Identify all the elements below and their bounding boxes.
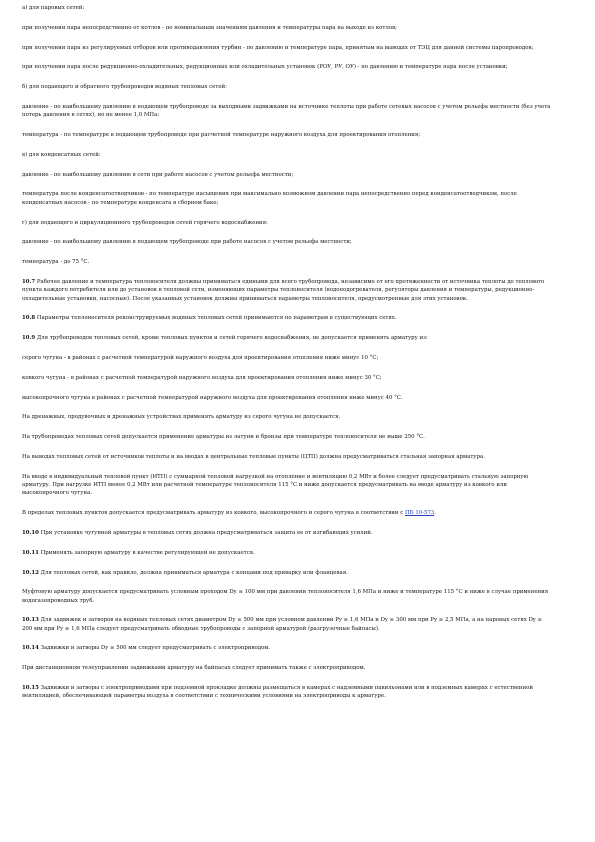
paragraph-text: При установке чугунной арматуры в тепловых сетях должна предусматриваться защита ее от изгибающих усилий. bbox=[38, 529, 373, 536]
paragraph-p07 bbox=[22, 131, 551, 139]
paragraph-p28 bbox=[22, 588, 551, 605]
paragraph-p24 bbox=[22, 509, 551, 517]
clause-number: 10.11 bbox=[22, 549, 39, 556]
paragraph-p13 bbox=[22, 258, 551, 266]
paragraph-text: Задвижки и затворы с электроприводами при подземной прокладке должны размещаться в камерах с надземными павильонами или в подземных камерах с естественной вентиляцией, обеспечивающей параметры воздуха в соответствии с техническими условиями на электроприводы к арматуре. bbox=[22, 685, 533, 700]
paragraph-text: В пределах тепловых пунктов допускается предусматривать арматуру из ковкого, высокопрочного и серого чугуна в соответствии с bbox=[22, 510, 405, 517]
paragraph-text: На выводах тепловых сетей от источников теплоты и на вводах в центральные тепловые пункты (ЦТП) должна предусматриваться стальная запорная арматура. bbox=[22, 453, 485, 460]
paragraph-p05 bbox=[22, 83, 551, 91]
paragraph-p17 bbox=[22, 354, 551, 362]
paragraph-p03 bbox=[22, 44, 551, 52]
paragraph-text: б) для подающего и обратного трубопроводов водяных тепловых сетей: bbox=[22, 84, 227, 91]
paragraph-text: высокопрочного чугуна в районах с расчетной температурой наружного воздуха для проектирования отопления ниже минус 40 °С. bbox=[22, 394, 403, 401]
paragraph-text: при получении пара из регулируемых отборов или противодавления турбин - по давлению и температуре пара, принятым на выводах от ТЭЦ для данной системы паропроводов; bbox=[22, 44, 534, 51]
paragraph-text: при получении пара после редукционно-охладительных, редукционных или охладительных установок (РОУ, РУ, ОУ) - по давлению и температуре пара после установки; bbox=[22, 64, 508, 71]
clause-number: 10.12 bbox=[22, 569, 39, 576]
paragraph-text-end: . bbox=[434, 510, 437, 517]
paragraph-p21 bbox=[22, 433, 551, 441]
clause-number: 10.10 bbox=[22, 529, 39, 536]
paragraph-text: давление - по наибольшему давлению в подающем трубопроводе при работе насосов с учетом рельефа местности; bbox=[22, 239, 352, 246]
paragraph-clause-10-10 bbox=[22, 529, 551, 537]
paragraph-p12 bbox=[22, 238, 551, 246]
paragraph-text: На трубопроводах тепловых сетей допускается применение арматуры из латуни и бронзы при температуре теплоносителя не выше 250 °С. bbox=[22, 434, 425, 441]
paragraph-p23 bbox=[22, 473, 551, 498]
paragraph-text: температура после конденсатоотводчиков - по температуре насыщения при максимально возможном давлении пара непосредственно перед конденсатоотводчиком, после конденсатных насосов - по температуре конденсата в сборном баке; bbox=[22, 191, 517, 206]
reference-link[interactable]: ПБ 10-573 bbox=[404, 510, 435, 517]
paragraph-p31 bbox=[22, 664, 551, 672]
paragraph-text: температура - до 75 °С. bbox=[22, 259, 90, 266]
paragraph-text: ковкого чугуна - в районах с расчетной температурой наружного воздуха для проектирования отопления ниже минус 30 °С; bbox=[22, 374, 382, 381]
paragraph-p04 bbox=[22, 63, 551, 71]
paragraph-p02 bbox=[22, 24, 551, 32]
paragraph-text: давление - по наибольшему давлению в сети при работе насосов с учетом рельефа местности; bbox=[22, 171, 294, 178]
paragraph-clause-10-12 bbox=[22, 569, 551, 577]
paragraph-p01 bbox=[22, 4, 551, 12]
paragraph-p09 bbox=[22, 171, 551, 179]
paragraph-text: Параметры теплоносителя реконструируемых водяных тепловых сетей принимаются по параметрам в существующих сетях. bbox=[35, 315, 397, 322]
paragraph-text: температура - по температуре в подающем трубопроводе при расчетной температуре наружного воздуха для проектирования отопления; bbox=[22, 132, 421, 139]
paragraph-text: г) для подающего и циркуляционного трубопроводов сетей горячего водоснабжения: bbox=[22, 219, 268, 226]
clause-number: 10.14 bbox=[22, 645, 39, 652]
paragraph-text: давление - по наибольшему давлению в подающем трубопроводе за выходными задвижками на источнике теплоты при работе сетевых насосов с учетом рельефа местности (без учета потерь давления в сетях), но не менее 1,0 МПа; bbox=[22, 103, 551, 119]
paragraph-text: Для тепловых сетей, как правило, должна приниматься арматура с концами под приварку или фланцевая. bbox=[38, 569, 348, 576]
paragraph-text: а) для паровых сетей: bbox=[22, 5, 85, 11]
paragraph-text: в) для конденсатных сетей: bbox=[22, 151, 101, 158]
paragraph-clause-10-11 bbox=[22, 549, 551, 557]
paragraph-text: Задвижки и затворы Dy ≥ 500 мм следует предусматривать с электроприводом. bbox=[38, 645, 271, 652]
paragraph-text: серого чугуна - в районах с расчетной температурой наружного воздуха для проектирования отопления ниже минус 10 °С; bbox=[22, 354, 379, 361]
paragraph-p06 bbox=[22, 103, 551, 120]
clause-number: 10.8 bbox=[22, 315, 36, 322]
paragraph-text: При дистанционном телеуправлении задвижками арматуру на байпасах следует принимать также с электроприводом. bbox=[22, 665, 366, 672]
paragraph-text: Рабочее давление и температура теплоносителя должны приниматься едиными для всего трубопровода, независимо от его протяженности от источника теплоты до теплового пункта каждого потребителя или до установок в тепловой сети, изменяющих параметры теплоносителя (водоподогревателя, регуляторы давления и температуры, редукционно-охладительные установки, насосные). После указанных установок должны приниматься параметры теплоносителя, предусмотренные для этих установок. bbox=[22, 278, 545, 302]
paragraph-p10 bbox=[22, 190, 551, 207]
paragraph-p08 bbox=[22, 151, 551, 159]
paragraph-p11 bbox=[22, 219, 551, 227]
clause-number: 10.15 bbox=[22, 685, 39, 692]
clause-number: 10.9 bbox=[22, 335, 36, 342]
clause-number: 10.13 bbox=[22, 617, 39, 624]
paragraph-p20 bbox=[22, 413, 551, 421]
paragraph-text: На дренажных, продувочных и дренажных устройствах применять арматуру из серого чугуна не допускается. bbox=[22, 414, 341, 421]
paragraph-p18 bbox=[22, 374, 551, 382]
paragraph-clause-10-13 bbox=[22, 616, 551, 633]
paragraph-text: Применять запорную арматуру в качестве регулирующей не допускается. bbox=[38, 549, 255, 556]
paragraph-clause-10-7 bbox=[22, 278, 551, 303]
paragraph-clause-10-15 bbox=[22, 684, 551, 701]
paragraph-clause-10-8 bbox=[22, 314, 551, 322]
paragraph-clause-10-14 bbox=[22, 644, 551, 652]
paragraph-clause-10-9 bbox=[22, 334, 551, 342]
paragraph-text: Муфтовую арматуру допускается предусматривать условным проходом Dy ≤ 100 мм при давлении теплоносителя 1,6 МПа и ниже и температуре 115 °С и ниже в случае применения водогазопроводных труб. bbox=[22, 589, 549, 604]
paragraph-text: Для задвижек и затворов на водяных тепловых сетях диаметром Dy ≥ 500 мм при условном давлении Py ≥ 1,6 МПа и Dy ≥ 300 мм при Py ≥ 2,5 МПа, а на паровых сетях Dy ≥ 200 мм при Py ≥ 1,6 МПа следует предусматривать обводные трубопроводы с запорной арматурой (разгрузочные байпасы). bbox=[22, 617, 543, 632]
paragraph-text: На вводе в индивидуальный тепловой пункт (ИТП) с суммарной тепловой нагрузкой на отопление и вентиляцию 0,2 МВт и более следует предусматривать стальную запорную арматуру. При нагрузке ИТП менее 0,2 МВт или расчетной температуре теплоносителя 115 °С и ниже допускается предусматривать на вводе арматуру из ковкого или высокопрочного чугуна. bbox=[22, 473, 529, 497]
paragraph-text: при получении пара непосредственно от котлов - по номинальным значениям давления и температуры пара на выходе из котлов; bbox=[22, 24, 397, 31]
paragraph-p22 bbox=[22, 453, 551, 461]
clause-number: 10.7 bbox=[22, 278, 36, 285]
paragraph-p19 bbox=[22, 394, 551, 402]
paragraph-text: Для трубопроводов тепловых сетей, кроме тепловых пунктов и сетей горячего водоснабжения, не допускается применять арматуру из: bbox=[35, 335, 428, 342]
